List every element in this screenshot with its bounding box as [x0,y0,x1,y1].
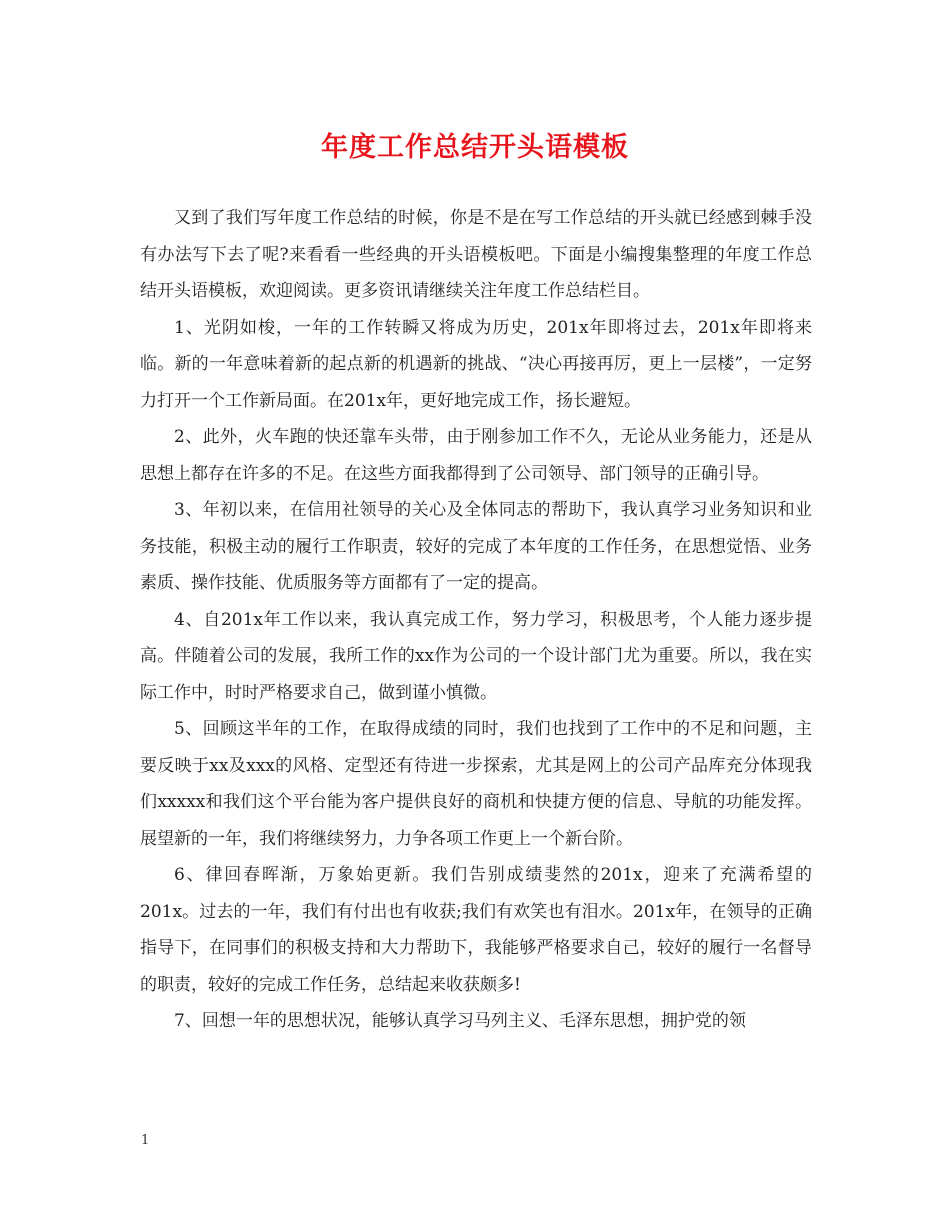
intro-paragraph: 又到了我们写年度工作总结的时候，你是不是在写工作总结的开头就已经感到棘手没有办法写下去了呢?来看看一些经典的开头语模板吧。下面是小编搜集整理的年度工作总结开头语模板，欢迎阅读。更多资讯请继续关注年度工作总结栏目。 [140,208,812,301]
paragraph-4: 4、自201x年工作以来，我认真完成工作，努力学习，积极思考，个人能力逐步提高。伴随着公司的发展，我所工作的xx作为公司的一个设计部门尤为重要。所以，我在实际工作中，时时严格要求自己，做到谨小慎微。 [140,609,812,703]
page-number: 1 [141,1133,150,1148]
document-body [140,200,812,1040]
paragraph-5: 5、回顾这半年的工作，在取得成绩的同时，我们也找到了工作中的不足和问题，主要反映于xx及xxx的风格、定型还有待进一步探索，尤其是网上的公司产品库充分体现我们xxxxx和我们这个平台能为客户提供良好的商机和快捷方便的信息、导航的功能发挥。展望新的一年，我们将继续努力，力争各项工作更上一个新台阶。 [140,719,812,849]
paragraph-7: 7、回想一年的思想状况，能够认真学习马列主义、毛泽东思想，拥护党的领 [174,1011,746,1031]
paragraph-2: 2、此外，火车跑的快还靠车头带，由于刚参加工作不久，无论从业务能力，还是从思想上都存在许多的不足。在这些方面我都得到了公司领导、部门领导的正确引导。 [140,427,812,484]
paragraph-6: 6、律回春晖渐，万象始更新。我们告别成绩斐然的201x，迎来了充满希望的201x。过去的一年，我们有付出也有收获;我们有欢笑也有泪水。201x年，在领导的正确指导下，在同事们的积极支持和大力帮助下，我能够严格要求自己，较好的履行一名督导的职责，较好的完成工作任务，总结起来收获颇多! [140,865,812,995]
paragraph-1: 1、光阴如梭，一年的工作转瞬又将成为历史，201x年即将过去，201x年即将来临。新的一年意味着新的起点新的机遇新的挑战、“决心再接再厉，更上一层楼”，一定努力打开一个工作新局面。在201x年，更好地完成工作，扬长避短。 [140,317,812,411]
document-title: 年度工作总结开头语模板 [321,132,629,163]
paragraph-3: 3、年初以来，在信用社领导的关心及全体同志的帮助下，我认真学习业务知识和业务技能，积极主动的履行工作职责，较好的完成了本年度的工作任务，在思想觉悟、业务素质、操作技能、优质服务等方面都有了一定的提高。 [140,500,812,593]
